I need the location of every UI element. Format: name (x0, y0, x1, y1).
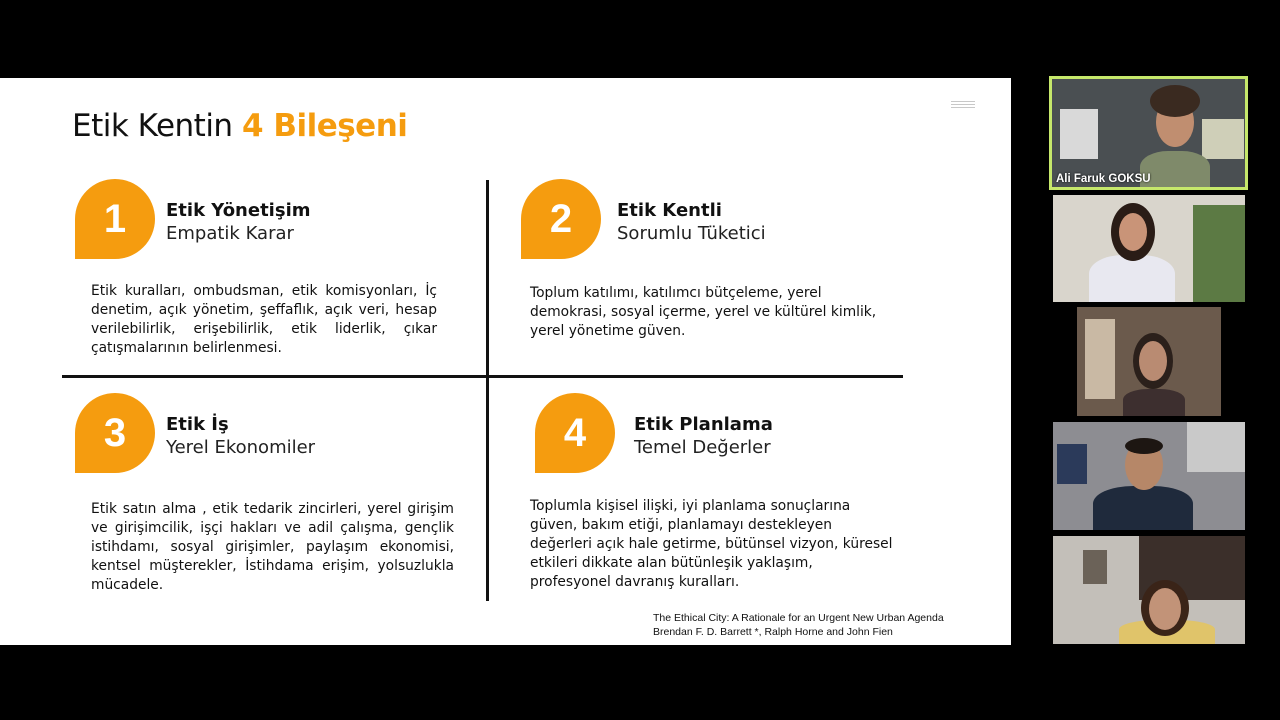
section-2-title: Etik Kentli (617, 200, 722, 221)
participant-name-label: Ali Faruk GOKSU (1056, 173, 1151, 185)
slide-citation (653, 611, 944, 639)
section-3-subtitle: Yerel Ekonomiler (166, 437, 316, 458)
section-1-body: Etik kuralları, ombudsman, etik komisyonları, İç denetim, açık yönetim, şeffaflık, açık veri, hesap verilebilirlik, erişebilirlik, etik liderlik, çıkar çatışmalarının belirlenmesi. (91, 283, 437, 356)
title-highlight: 4 Bileşeni (241, 108, 408, 144)
horizontal-divider (62, 375, 903, 378)
background-portrait (1083, 550, 1107, 584)
vertical-divider (486, 180, 489, 601)
section-3-number-badge: 3 (75, 393, 155, 473)
participant-head (1119, 213, 1147, 251)
citation-line-1: The Ethical City: A Rationale for an Urgent New Urban Agenda (653, 612, 944, 624)
citation-line-2: Brendan F. D. Barrett *, Ralph Horne and John Fien (653, 626, 893, 638)
section-4-subtitle: Temel Değerler (634, 437, 771, 458)
participant-video-tile[interactable] (1053, 422, 1245, 530)
menu-icon[interactable] (951, 101, 975, 109)
section-4-body: Toplumla kişisel ilişki, iyi planlama sonuçlarına güven, bakım etiği, planlamayı destekleyen değerleri açık hale getirme, bütünsel vizyon, küresel etkileri dikkate alan bütünleşik yaklaşım, profesyonel davranış kuralları. (530, 498, 893, 590)
participant-torso (1093, 486, 1193, 530)
background-picture (1057, 444, 1087, 484)
section-4-title: Etik Planlama (634, 414, 773, 435)
participant-video-tile[interactable] (1053, 195, 1245, 302)
section-3-body: Etik satın alma , etik tedarik zincirleri, yerel girişim ve girişimcilik, işçi hakları ve adil çalışma, gençlik istihdamı, sosyal girişimler, paylaşım ekonomisi, kentsel müşterekler, İstihdama erişim, yolsuzlukla mücadele. (91, 501, 454, 593)
background-shelf (1060, 109, 1098, 159)
participant-head (1139, 341, 1167, 381)
participant-torso (1123, 389, 1185, 416)
background-plant (1193, 205, 1245, 302)
section-2-number-badge: 2 (521, 179, 601, 259)
participant-video-tile-active[interactable] (1049, 76, 1248, 190)
participant-hair (1125, 438, 1163, 454)
section-3-title: Etik İş (166, 414, 229, 435)
participant-torso (1089, 255, 1175, 302)
slide-title (72, 108, 407, 144)
section-1-number-badge: 1 (75, 179, 155, 259)
section-1-subtitle: Empatik Karar (166, 223, 294, 244)
section-1-title: Etik Yönetişim (166, 200, 311, 221)
section-2-subtitle: Sorumlu Tüketici (617, 223, 766, 244)
participant-head (1149, 588, 1181, 630)
section-2-body: Toplum katılımı, katılımcı bütçeleme, yerel demokrasi, sosyal içerme, yerel ve kültürel kimlik, yerel yönetime güven. (530, 285, 877, 339)
participant-video-tile[interactable] (1053, 536, 1245, 644)
participant-video-tile[interactable] (1077, 307, 1221, 416)
title-main: Etik Kentin (72, 108, 233, 144)
participant-hair (1150, 85, 1200, 117)
section-4-number-badge: 4 (535, 393, 615, 473)
background-frames (1187, 422, 1245, 472)
background-shelf (1085, 319, 1115, 399)
background-poster (1202, 119, 1244, 159)
